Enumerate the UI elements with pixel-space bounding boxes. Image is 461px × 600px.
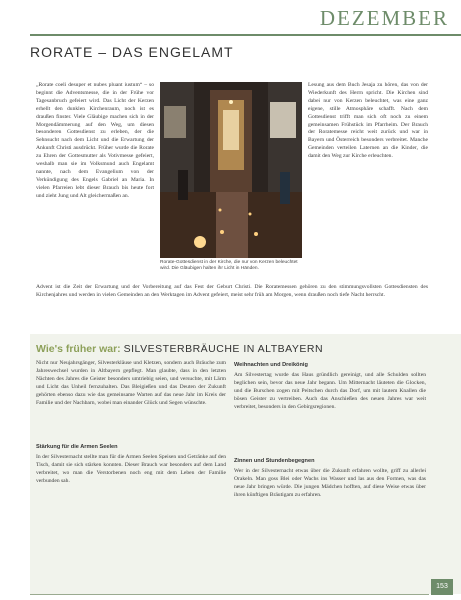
box-left-section-text: In der Silvesternacht stellte man für die Armen Seelen Speisen und Getränke auf den Tisch, damit sie sich stärken konnten. Dieser Brauch war besonders auf dem Land verbreitet, wo man die Verstorbenen noch eng mit dem Leben der Familie verbunden sah. bbox=[36, 454, 226, 484]
article-text-wide: Advent ist die Zeit der Erwartung und der Vorbereitung auf das Fest der Geburt Christi. Die Roratemessen gehören zu den stimmungsvollsten Gottesdiensten des Kirchenjahres und werden in vielen Gemeinden an den Werktagen im Advent gefeiert, meist sehr früh am Morgen, wenn draußen noch tiefe Nacht herrscht. bbox=[36, 284, 428, 298]
box-right-subheading-1: Weihnachten und Dreikönig bbox=[234, 362, 308, 368]
box-left-intro-text: Nicht nur Neujahrsgänger, Silvesterkläuse und Kletzen, sondern auch Bräuche zum Jahreswechsel wurden in Altbayern gepflegt. Man glaubte, dass in den letzten Nächten des Jahres die Geister besonders umtriebig seien, und versuchte, mit Lärm und Licht das Unheil fernzuhalten. Das Bleigießen und das Deuten der Zukunft gehörten ebenso dazu wie das gemeinsame Warten auf das neue Jahr im Kreis der Familie und der Nachbarn, wobei man einander Glück und Segen wünschte. bbox=[36, 360, 226, 406]
box-column-left-section bbox=[36, 454, 226, 590]
article-column-right bbox=[308, 82, 428, 282]
box-heading bbox=[36, 343, 323, 355]
photo-caption: Rorate-Gottesdienst in der Kirche, die nur von Kerzen beleuchtet wird. Die Gläubigen halten ihr Licht in Händen. bbox=[160, 260, 298, 271]
box-kicker: Wie's früher war: bbox=[36, 343, 121, 355]
box-left-subheading: Stärkung für die Armen Seelen bbox=[36, 444, 118, 450]
box-column-right-section-2 bbox=[234, 468, 426, 586]
article-text-right: Lesung aus dem Buch Jesaja zu hören, das von der Wiederkunft des Herrn spricht. Die Kirchen sind dabei nur von Kerzen beleuchtet, was eine ganz eigene, stille Atmosphäre schafft. Nach dem Gottesdienst trifft man sich oft noch zu einem gemeinsamen Frühstück im Pfarrheim. Der Brauch der Roratemesse reicht weit zurück und war in Bayern und Österreich besonders verbreitet. Manche Gemeinden verteilen Laternen an die Kinder, die damit den Weg zur Kirche erleuchten. bbox=[308, 82, 428, 160]
month-heading: DEZEMBER bbox=[319, 6, 449, 30]
box-column-right-section-1 bbox=[234, 372, 426, 450]
article-column-left bbox=[36, 82, 154, 282]
box-right-section-1-text: Am Silvestertag wurde das Haus gründlich gereinigt, und alle Schulden sollten beglichen sein, bevor das neue Jahr begann. Um Mitternacht läuteten die Glocken, und die Burschen zogen mit Peitschen durch das Dorf, um mit lautem Knallen die bösen Geister zu vertreiben. Auch das Anschießen des neuen Jahres war weit verbreitet, besonders in den Gebirgsregionen. bbox=[234, 372, 426, 410]
box-column-left-intro bbox=[36, 360, 226, 440]
church-interior-image bbox=[160, 82, 302, 258]
article-title: RORATE – DAS ENGELAMT bbox=[30, 44, 234, 60]
article-text-left: „Rorate coeli desuper et nubes pluant iustum“ – so beginnt die Adventsmesse, die in der Frühe vor Tagesanbruch gefeiert wird. Das Licht der Kerzen erhellt den dunklen Kirchenraum, noch ist es draußen finster. Viele Gläubige machen sich in der Morgendämmerung auf den Weg, um diesen besonderen Gottesdienst zu erleben, der die Sehnsucht nach dem Licht und die Erwartung der Ankunft Christi ausdrückt. Früher wurde die Rorate zu Ehren der Gottesmutter als Votivmesse gefeiert, weshalb man sie im Volksmund auch Engelamt nannte, nach dem Evangelium von der Verkündigung des Engels Gabriel an Maria. In vielen Pfarreien lebt dieser Brauch bis heute fort und zieht Jung und Alt gleichermaßen an. bbox=[36, 82, 154, 199]
page-number: 153 bbox=[431, 579, 453, 595]
box-title: SILVESTERBRÄUCHE IN ALTBAYERN bbox=[123, 343, 324, 355]
footer-rule bbox=[30, 594, 429, 595]
box-right-section-2-text: Wer in der Silvesternacht etwas über die Zukunft erfahren wollte, griff zu allerlei Orakeln. Man goss Blei oder Wachs ins Wasser und las aus den Formen, was das neue Jahr bringen würde. Die jungen Mädchen hofften, auf diese Weise etwas über ihren künftigen Bräutigam zu erfahren. bbox=[234, 468, 426, 498]
header-rule bbox=[30, 34, 461, 36]
box-right-subheading-2: Zinnen und Stundenbegegnen bbox=[234, 458, 315, 464]
article-column-wide bbox=[36, 284, 428, 324]
church-photo bbox=[160, 82, 302, 258]
